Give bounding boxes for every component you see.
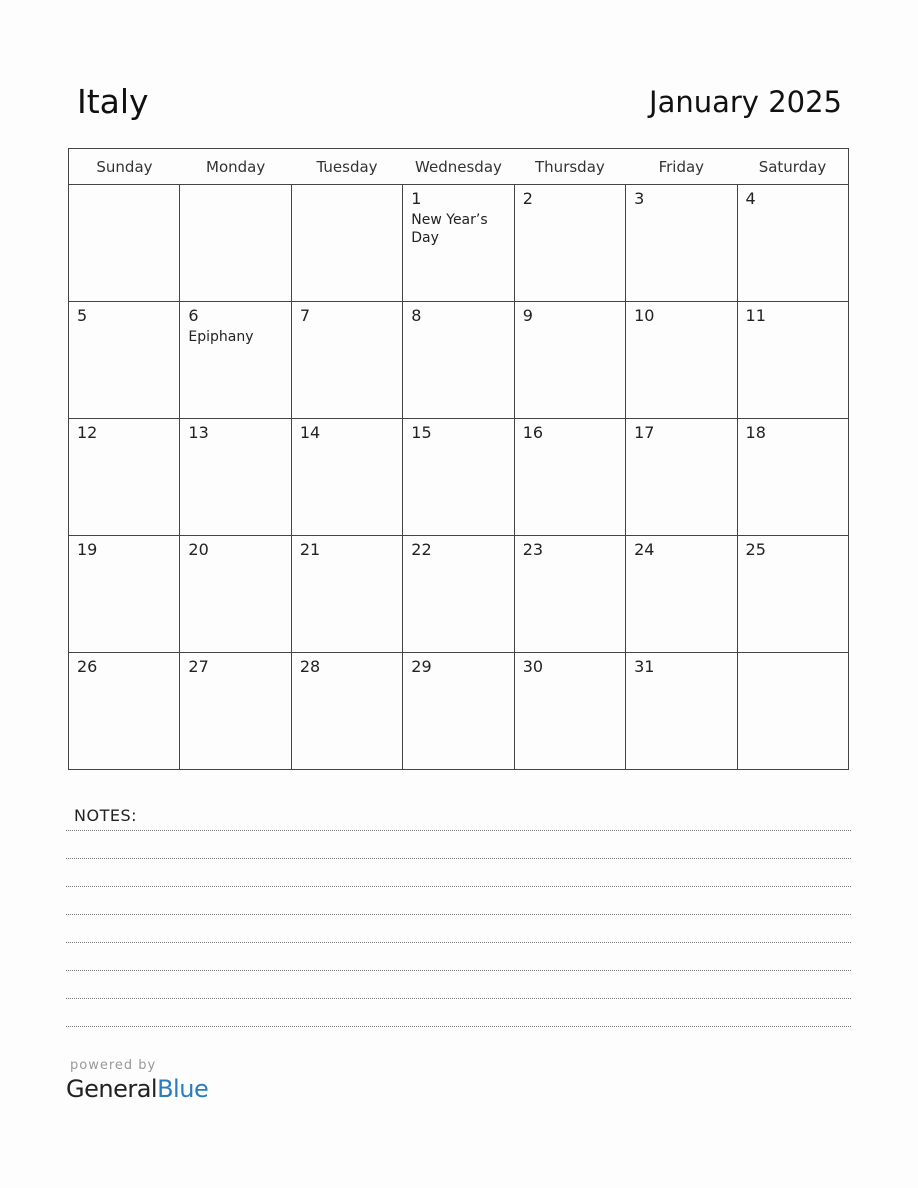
day-cell	[180, 302, 291, 419]
day-cell	[180, 419, 291, 536]
day-cell	[626, 185, 737, 302]
day-cell	[403, 653, 514, 770]
day-number: 8	[411, 306, 422, 325]
note-line	[66, 886, 851, 887]
week-row	[69, 419, 849, 536]
day-cell	[69, 302, 180, 419]
month-year-title: January 2025	[649, 85, 842, 119]
day-cell	[69, 419, 180, 536]
weekday-header: Saturday	[737, 149, 848, 185]
day-number: 21	[299, 540, 321, 559]
day-cell	[403, 419, 514, 536]
day-cell	[514, 419, 625, 536]
powered-by-text: powered by	[70, 1058, 157, 1073]
day-cell	[180, 653, 291, 770]
weekday-header: Sunday	[69, 149, 180, 185]
day-number: 25	[745, 540, 766, 559]
week-row	[69, 302, 849, 419]
day-number: 30	[522, 657, 544, 676]
day-cell	[403, 185, 514, 302]
day-number: 28	[299, 657, 321, 676]
brand-general-text: General	[66, 1075, 158, 1103]
day-number: 17	[634, 423, 655, 442]
weekday-header-row	[69, 149, 849, 185]
day-number: 13	[188, 423, 209, 442]
day-number: 9	[522, 306, 533, 325]
note-line	[66, 998, 851, 999]
day-number: 11	[745, 306, 766, 325]
holiday-label: New Year’s Day	[411, 212, 488, 246]
week-row	[69, 185, 849, 302]
weekday-header: Tuesday	[291, 149, 402, 185]
day-number: 26	[77, 657, 98, 676]
day-cell	[514, 536, 625, 653]
day-cell	[514, 302, 625, 419]
day-cell	[737, 419, 848, 536]
day-cell	[514, 653, 625, 770]
country-title: Italy	[77, 82, 149, 121]
day-number: 7	[299, 306, 311, 325]
day-number: 14	[299, 423, 321, 442]
day-cell	[737, 185, 848, 302]
day-cell	[626, 419, 737, 536]
day-number: 4	[745, 189, 756, 208]
day-cell	[626, 653, 737, 770]
day-cell	[737, 536, 848, 653]
day-number: 19	[77, 540, 98, 559]
day-number: 24	[634, 540, 655, 559]
day-number: 10	[634, 306, 655, 325]
day-number: 23	[522, 540, 544, 559]
day-cell	[291, 536, 402, 653]
brand-blue-text: Blue	[157, 1075, 209, 1103]
day-cell	[291, 302, 402, 419]
note-line	[66, 942, 851, 943]
day-number: 2	[522, 189, 533, 208]
calendar-grid	[68, 148, 849, 770]
note-line	[66, 970, 851, 971]
day-number: 15	[411, 423, 432, 442]
day-cell	[626, 302, 737, 419]
day-number: 20	[188, 540, 209, 559]
day-number: 3	[634, 189, 645, 208]
holiday-label: Epiphany	[188, 329, 254, 345]
day-cell	[403, 302, 514, 419]
note-line	[66, 830, 851, 831]
day-cell	[69, 536, 180, 653]
day-number: 1	[411, 189, 422, 208]
day-number: 16	[522, 423, 544, 442]
day-number: 22	[411, 540, 432, 559]
day-cell	[514, 185, 625, 302]
day-number: 18	[745, 423, 766, 442]
week-row	[69, 653, 849, 770]
day-cell	[737, 653, 848, 770]
day-number: 5	[77, 306, 88, 325]
note-line	[66, 858, 851, 859]
day-cell	[291, 185, 402, 302]
note-line	[66, 1026, 851, 1027]
day-cell	[180, 536, 291, 653]
day-cell	[403, 536, 514, 653]
day-cell	[180, 185, 291, 302]
notes-label: NOTES:	[74, 806, 137, 825]
day-number: 12	[77, 423, 98, 442]
week-row	[69, 536, 849, 653]
day-cell	[69, 653, 180, 770]
weekday-header: Friday	[626, 149, 737, 185]
day-cell	[69, 185, 180, 302]
weekday-header: Thursday	[514, 149, 625, 185]
generalblue-logo	[66, 1074, 208, 1104]
day-number: 6	[188, 306, 199, 325]
day-number: 27	[188, 657, 209, 676]
day-cell	[291, 419, 402, 536]
day-number: 29	[411, 657, 432, 676]
day-cell	[626, 536, 737, 653]
weekday-header: Monday	[180, 149, 291, 185]
weekday-header: Wednesday	[403, 149, 514, 185]
day-number: 31	[634, 657, 655, 676]
note-line	[66, 914, 851, 915]
day-cell	[737, 302, 848, 419]
day-cell	[291, 653, 402, 770]
